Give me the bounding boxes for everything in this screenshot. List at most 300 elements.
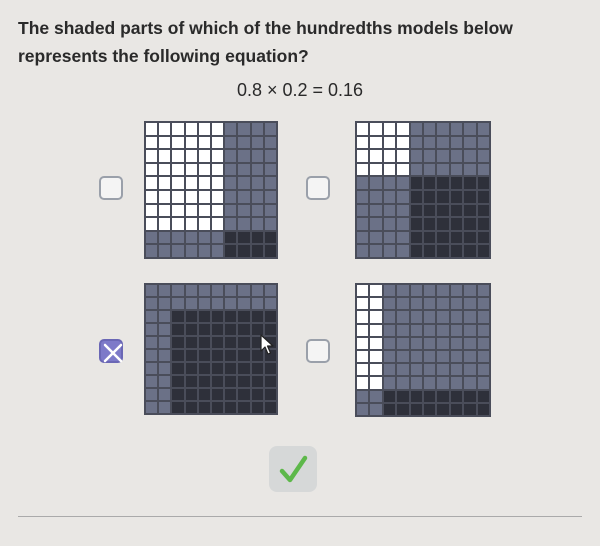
grid-cell [384, 404, 395, 415]
grid-cell [212, 191, 223, 203]
grid-cell [451, 338, 462, 349]
grid-cell [370, 191, 381, 203]
grid-cell [424, 177, 435, 189]
grid-cell [464, 364, 475, 375]
grid-cell [238, 150, 249, 162]
grid-cell [212, 389, 223, 400]
grid-cell [172, 245, 183, 257]
grid-cell [424, 351, 435, 362]
grid-cell [451, 191, 462, 203]
grid-cell [451, 205, 462, 217]
grid-cell [478, 351, 489, 362]
grid-cell [186, 389, 197, 400]
grid-cell [451, 218, 462, 230]
grid-cell [384, 164, 395, 176]
grid-cell [478, 191, 489, 203]
grid-cell [384, 311, 395, 322]
grid-cell [238, 205, 249, 217]
grid-cell [265, 298, 276, 309]
grid-cell [451, 245, 462, 257]
grid-cell [172, 164, 183, 176]
grid-cell [186, 285, 197, 296]
grid-cell [397, 123, 408, 135]
grid-cell [238, 191, 249, 203]
grid-cell [424, 325, 435, 336]
grid-cell [451, 364, 462, 375]
grid-cell [252, 191, 263, 203]
grid-cell [238, 350, 249, 361]
grid-cell [370, 298, 381, 309]
grid-cell [357, 123, 368, 135]
grid-cell [384, 377, 395, 388]
grid-cell [199, 350, 210, 361]
grid-cell [252, 311, 263, 322]
mouse-pointer-icon [260, 334, 276, 356]
grid-cell [357, 351, 368, 362]
grid-cell [238, 245, 249, 257]
grid-cell [464, 150, 475, 162]
grid-cell [238, 177, 249, 189]
grid-cell [146, 137, 157, 149]
grid-cell [357, 285, 368, 296]
option-a-hundredths-model[interactable] [144, 121, 278, 259]
grid-cell [199, 402, 210, 413]
grid-cell [265, 137, 276, 149]
grid-cell [464, 377, 475, 388]
grid-cell [397, 150, 408, 162]
grid-cell [357, 218, 368, 230]
grid-cell [478, 205, 489, 217]
grid-cell [451, 150, 462, 162]
grid-cell [186, 298, 197, 309]
grid-cell [411, 150, 422, 162]
grid-cell [424, 123, 435, 135]
grid-cell [384, 364, 395, 375]
grid-cell [252, 245, 263, 257]
grid-cell [424, 218, 435, 230]
grid-cell [238, 363, 249, 374]
grid-cell [424, 404, 435, 415]
grid-cell [397, 377, 408, 388]
grid-cell [370, 338, 381, 349]
grid-cell [437, 191, 448, 203]
grid-cell [265, 205, 276, 217]
grid-cell [199, 324, 210, 335]
grid-cell [437, 338, 448, 349]
grid-cell [159, 350, 170, 361]
grid-cell [411, 311, 422, 322]
grid-cell [172, 137, 183, 149]
grid-cell [172, 376, 183, 387]
grid-cell [478, 298, 489, 309]
grid-cell [424, 232, 435, 244]
grid-cell [478, 325, 489, 336]
grid-cell [437, 364, 448, 375]
grid-cell [397, 298, 408, 309]
grid-cell [265, 191, 276, 203]
grid-cell [411, 351, 422, 362]
grid-cell [437, 391, 448, 402]
grid-cell [265, 363, 276, 374]
grid-cell [411, 404, 422, 415]
grid-cell [212, 363, 223, 374]
grid-cell [159, 285, 170, 296]
grid-cell [397, 311, 408, 322]
grid-cell [384, 391, 395, 402]
grid-cell [384, 137, 395, 149]
grid-cell [437, 245, 448, 257]
option-a-checkbox[interactable] [99, 176, 123, 200]
grid-cell [199, 311, 210, 322]
grid-cell [265, 150, 276, 162]
grid-cell [451, 377, 462, 388]
grid-cell [370, 150, 381, 162]
grid-cell [411, 164, 422, 176]
grid-cell [159, 324, 170, 335]
grid-cell [146, 350, 157, 361]
grid-cell [411, 191, 422, 203]
grid-cell [370, 218, 381, 230]
grid-cell [265, 177, 276, 189]
grid-cell [186, 164, 197, 176]
grid-cell [172, 123, 183, 135]
grid-cell [464, 123, 475, 135]
grid-cell [146, 191, 157, 203]
grid-cell [238, 376, 249, 387]
grid-cell [225, 205, 236, 217]
question-text: The shaded parts of which of the hundredths models below represents the following equation? [18, 18, 513, 66]
grid-cell [225, 164, 236, 176]
option-c-checkbox[interactable] [99, 339, 123, 363]
grid-cell [464, 137, 475, 149]
grid-cell [252, 232, 263, 244]
grid-cell [437, 205, 448, 217]
grid-cell [478, 218, 489, 230]
grid-cell [357, 245, 368, 257]
grid-cell [437, 298, 448, 309]
grid-cell [451, 391, 462, 402]
grid-cell [411, 177, 422, 189]
grid-cell [212, 123, 223, 135]
grid-cell [238, 324, 249, 335]
grid-cell [478, 285, 489, 296]
divider [18, 516, 582, 517]
grid-cell [437, 404, 448, 415]
grid-cell [370, 325, 381, 336]
grid-cell [464, 191, 475, 203]
grid-cell [225, 311, 236, 322]
grid-cell [199, 177, 210, 189]
grid-cell [357, 325, 368, 336]
grid-cell [186, 123, 197, 135]
grid-cell [252, 389, 263, 400]
grid-cell [238, 164, 249, 176]
grid-cell [357, 338, 368, 349]
grid-cell [212, 150, 223, 162]
grid-cell [146, 205, 157, 217]
grid-cell [411, 245, 422, 257]
grid-cell [199, 191, 210, 203]
grid-cell [384, 285, 395, 296]
grid-cell [397, 391, 408, 402]
grid-cell [172, 298, 183, 309]
grid-cell [384, 123, 395, 135]
grid-cell [265, 232, 276, 244]
grid-cell [252, 164, 263, 176]
grid-cell [225, 245, 236, 257]
equation: 0.8 × 0.2 = 0.16 [236, 80, 364, 100]
grid-cell [225, 337, 236, 348]
grid-cell [225, 363, 236, 374]
option-d-checkbox[interactable] [306, 339, 330, 363]
grid-cell [186, 150, 197, 162]
grid-cell [265, 218, 276, 230]
option-d-hundredths-model[interactable] [355, 283, 491, 417]
grid-cell [186, 245, 197, 257]
check-answer-button[interactable] [269, 446, 317, 492]
grid-cell [397, 364, 408, 375]
grid-cell [451, 351, 462, 362]
grid-cell [212, 402, 223, 413]
grid-cell [357, 137, 368, 149]
grid-cell [357, 191, 368, 203]
grid-cell [397, 325, 408, 336]
grid-cell [186, 350, 197, 361]
grid-cell [159, 205, 170, 217]
grid-cell [252, 177, 263, 189]
grid-cell [212, 218, 223, 230]
grid-cell [172, 311, 183, 322]
grid-cell [437, 164, 448, 176]
grid-cell [172, 218, 183, 230]
grid-cell [225, 350, 236, 361]
grid-cell [238, 137, 249, 149]
grid-cell [159, 191, 170, 203]
grid-cell [238, 218, 249, 230]
grid-cell [384, 351, 395, 362]
grid-cell [252, 205, 263, 217]
grid-cell [397, 177, 408, 189]
grid-cell [384, 338, 395, 349]
grid-cell [424, 164, 435, 176]
grid-cell [146, 337, 157, 348]
grid-cell [159, 164, 170, 176]
grid-cell [212, 137, 223, 149]
grid-cell [186, 363, 197, 374]
grid-cell [212, 285, 223, 296]
grid-cell [146, 232, 157, 244]
grid-cell [411, 377, 422, 388]
grid-cell [146, 123, 157, 135]
grid-cell [411, 298, 422, 309]
grid-cell [212, 376, 223, 387]
grid-cell [159, 123, 170, 135]
grid-cell [265, 389, 276, 400]
grid-cell [212, 298, 223, 309]
grid-cell [357, 311, 368, 322]
grid-cell [451, 298, 462, 309]
grid-cell [146, 245, 157, 257]
grid-cell [397, 218, 408, 230]
grid-cell [478, 177, 489, 189]
grid-cell [212, 177, 223, 189]
grid-cell [411, 137, 422, 149]
grid-cell [370, 164, 381, 176]
grid-cell [411, 123, 422, 135]
grid-cell [225, 232, 236, 244]
grid-cell [186, 324, 197, 335]
grid-cell [397, 285, 408, 296]
grid-cell [397, 232, 408, 244]
grid-cell [370, 311, 381, 322]
grid-cell [159, 218, 170, 230]
grid-cell [384, 218, 395, 230]
grid-cell [357, 377, 368, 388]
grid-cell [370, 245, 381, 257]
grid-cell [159, 363, 170, 374]
grid-cell [199, 298, 210, 309]
grid-cell [478, 245, 489, 257]
grid-cell [370, 232, 381, 244]
x-mark-icon [101, 341, 125, 365]
grid-cell [464, 311, 475, 322]
grid-cell [199, 363, 210, 374]
grid-cell [464, 391, 475, 402]
grid-cell [159, 402, 170, 413]
grid-cell [172, 389, 183, 400]
grid-cell [146, 150, 157, 162]
grid-cell [397, 404, 408, 415]
grid-cell [252, 123, 263, 135]
option-b-checkbox[interactable] [306, 176, 330, 200]
grid-cell [186, 218, 197, 230]
grid-cell [424, 311, 435, 322]
grid-cell [464, 164, 475, 176]
grid-cell [451, 404, 462, 415]
grid-cell [464, 338, 475, 349]
grid-cell [172, 232, 183, 244]
grid-cell [146, 389, 157, 400]
grid-cell [212, 324, 223, 335]
grid-cell [464, 404, 475, 415]
grid-cell [437, 218, 448, 230]
grid-cell [159, 389, 170, 400]
grid-cell [437, 150, 448, 162]
grid-cell [212, 232, 223, 244]
grid-cell [225, 298, 236, 309]
grid-cell [199, 150, 210, 162]
grid-cell [437, 232, 448, 244]
grid-cell [478, 377, 489, 388]
grid-cell [397, 137, 408, 149]
grid-cell [252, 402, 263, 413]
grid-cell [186, 337, 197, 348]
grid-cell [186, 205, 197, 217]
grid-cell [397, 164, 408, 176]
grid-cell [146, 324, 157, 335]
grid-cell [172, 191, 183, 203]
grid-cell [172, 324, 183, 335]
grid-cell [212, 245, 223, 257]
grid-cell [199, 218, 210, 230]
grid-cell [370, 123, 381, 135]
grid-cell [159, 150, 170, 162]
grid-cell [172, 285, 183, 296]
grid-cell [238, 298, 249, 309]
grid-cell [265, 123, 276, 135]
grid-cell [186, 177, 197, 189]
grid-cell [172, 363, 183, 374]
option-b-hundredths-model[interactable] [355, 121, 491, 259]
grid-cell [437, 285, 448, 296]
grid-cell [424, 298, 435, 309]
grid-cell [212, 350, 223, 361]
grid-cell [424, 191, 435, 203]
grid-cell [464, 205, 475, 217]
grid-cell [411, 205, 422, 217]
grid-cell [146, 298, 157, 309]
grid-cell [225, 402, 236, 413]
grid-cell [225, 191, 236, 203]
grid-cell [252, 137, 263, 149]
option-c-hundredths-model[interactable] [144, 283, 278, 415]
grid-cell [370, 364, 381, 375]
grid-cell [478, 164, 489, 176]
grid-cell [437, 137, 448, 149]
grid-cell [411, 285, 422, 296]
grid-cell [451, 311, 462, 322]
grid-cell [451, 137, 462, 149]
grid-cell [199, 245, 210, 257]
grid-cell [397, 205, 408, 217]
grid-cell [212, 311, 223, 322]
grid-cell [186, 311, 197, 322]
grid-cell [478, 123, 489, 135]
grid-cell [252, 150, 263, 162]
grid-cell [424, 245, 435, 257]
grid-cell [478, 150, 489, 162]
grid-cell [464, 351, 475, 362]
grid-cell [159, 232, 170, 244]
grid-cell [186, 137, 197, 149]
grid-cell [252, 285, 263, 296]
grid-cell [357, 164, 368, 176]
grid-cell [172, 205, 183, 217]
grid-cell [411, 364, 422, 375]
grid-cell [437, 123, 448, 135]
grid-cell [478, 137, 489, 149]
grid-cell [370, 285, 381, 296]
grid-cell [424, 285, 435, 296]
grid-cell [238, 402, 249, 413]
grid-cell [225, 218, 236, 230]
grid-cell [451, 123, 462, 135]
grid-cell [186, 402, 197, 413]
grid-cell [370, 351, 381, 362]
grid-cell [265, 402, 276, 413]
grid-cell [186, 191, 197, 203]
grid-cell [411, 391, 422, 402]
grid-cell [199, 337, 210, 348]
grid-cell [370, 404, 381, 415]
grid-cell [199, 389, 210, 400]
grid-cell [186, 232, 197, 244]
grid-cell [172, 150, 183, 162]
grid-cell [265, 285, 276, 296]
grid-cell [146, 402, 157, 413]
grid-cell [252, 376, 263, 387]
grid-cell [464, 285, 475, 296]
